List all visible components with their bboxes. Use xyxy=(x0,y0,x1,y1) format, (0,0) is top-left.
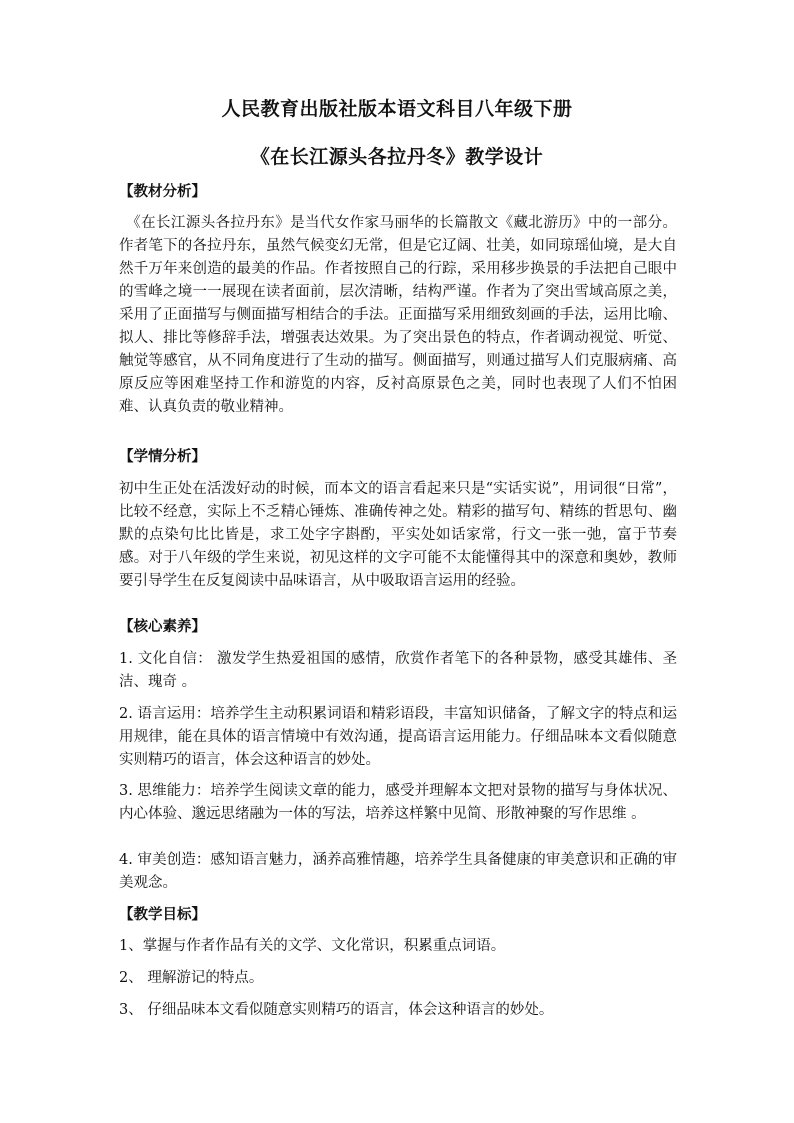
section-heading-students: 【学情分析】 xyxy=(119,448,206,465)
document-subtitle: 《在长江源头各拉丹冬》教学设计 xyxy=(250,146,544,168)
goal-item: 2、 理解游记的特点。 xyxy=(119,970,264,986)
goal-item: 3、 仔细品味本文看似随意实则精巧的语言，体会这种语言的妙处。 xyxy=(119,1002,554,1018)
section-heading-analysis: 【教材分析】 xyxy=(119,183,206,200)
section-heading-literacy: 【核心素养】 xyxy=(119,618,206,635)
document-title: 人民教育出版社版本语文科目八年级下册 xyxy=(221,98,573,120)
section-text-analysis: 《在长江源头各拉丹东》是当代女作家马丽华的长篇散文《藏北游历》中的一部分。作者笔下的各拉丹东，虽然气候变幻无常，但是它辽阔、壮美，如同琼瑶仙境，是大自然千万年来创造的最美的作品。作者按照自己的行踪，采用移步换景的手法把自己眼中的雪峰之境一一展现在读者面前，层次清晰，结构严谨。作者为了突出雪域高原之美，采用了正面描写与侧面描写相结合的手法。正面描写采用细致刻画的手法，运用比喻、拟人、排比等修辞手法，增强表达效果。为了突出景色的特点，作者调动视觉、听觉、触觉等感官，从不同角度进行了生动的描写。侧面描写，则通过描写人们克服病痛、高原反应等困难坚持工作和游览的内容，反衬高原景色之美，同时也表现了人们不怕困难、认真负责的敬业精神。 xyxy=(119,215,677,415)
literacy-item: 4. 审美创造：感知语言魅力，涵养高雅情趣，培养学生具备健康的审美意识和正确的审美观念。 xyxy=(119,852,677,891)
literacy-item: 2. 语言运用：培养学生主动积累词语和精彩语段，丰富知识储备，了解文字的特点和运用规律，能在具体的语言情境中有效沟通，提高语言运用能力。仔细品味本文看似随意实则精巧的语言，体会这种语言的妙处。 xyxy=(119,706,677,768)
literacy-item: 3. 思维能力：培养学生阅读文章的能力，感受并理解本文把对景物的描写与身体状况、内心体验、邈远思绪融为一体的写法，培养这样繁中见简、形散神聚的写作思维 。 xyxy=(119,783,677,822)
section-heading-goals: 【教学目标】 xyxy=(119,906,206,923)
section-text-students: 初中生正处在活泼好动的时候，而本文的语言看起来只是“实话实说”，用词很“日常”，比较不经意，实际上不乏精心锤炼、准确传神之处。精彩的描写句、精练的哲思句、幽默的点染句比比皆是，求工处字字斟酌，平实处如话家常，行文一张一弛，富于节奏感。对于八年级的学生来说，初见这样的文字可能不太能懂得其中的深意和奥妙，教师要引导学生在反复阅读中品味语言，从中吸取语言运用的经验。 xyxy=(119,481,677,589)
literacy-item: 1. 文化自信： 激发学生热爱祖国的感情，欣赏作者笔下的各种景物，感受其雄伟、圣洁、瑰奇 。 xyxy=(119,651,677,690)
goal-item: 1、掌握与作者作品有关的文学、文化常识，积累重点词语。 xyxy=(119,938,506,954)
